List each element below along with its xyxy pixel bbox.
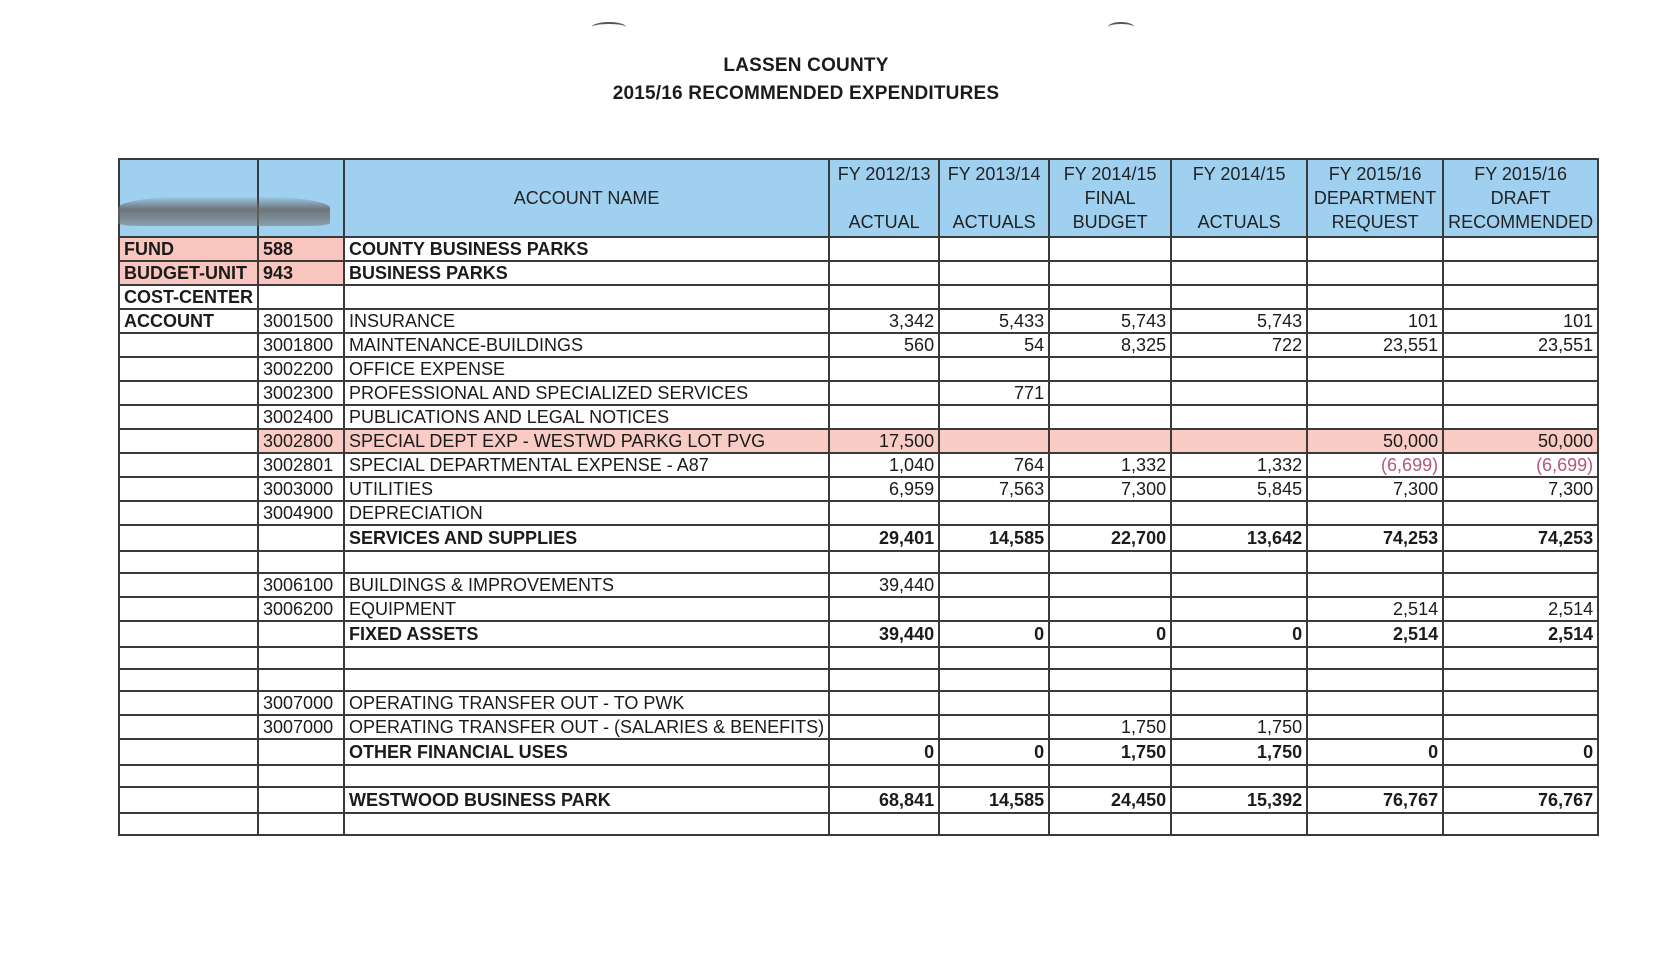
value-cell bbox=[1049, 429, 1171, 453]
total-label: OTHER FINANCIAL USES bbox=[344, 739, 829, 765]
empty-cell bbox=[829, 261, 939, 285]
empty-cell bbox=[258, 739, 344, 765]
empty-cell bbox=[829, 551, 939, 573]
value-cell: 0 bbox=[1443, 739, 1598, 765]
table-body bbox=[119, 237, 1598, 835]
empty-cell bbox=[1443, 285, 1598, 309]
account-row bbox=[119, 691, 1598, 715]
value-cell bbox=[829, 691, 939, 715]
account-row bbox=[119, 597, 1598, 621]
empty-cell bbox=[1171, 285, 1307, 309]
value-cell bbox=[939, 357, 1049, 381]
account-name: SPECIAL DEPARTMENTAL EXPENSE - A87 bbox=[344, 453, 829, 477]
info-row bbox=[119, 261, 1598, 285]
account-row bbox=[119, 453, 1598, 477]
value-cell: 13,642 bbox=[1171, 525, 1307, 551]
value-cell: 5,743 bbox=[1049, 309, 1171, 333]
value-cell: 1,750 bbox=[1171, 739, 1307, 765]
value-cell: 14,585 bbox=[939, 787, 1049, 813]
header-fy1314-year: FY 2013/14 bbox=[947, 164, 1041, 184]
header-fy1415b-line2: FINAL bbox=[1084, 188, 1136, 208]
account-name: OPERATING TRANSFER OUT - TO PWK bbox=[344, 691, 829, 715]
value-cell: 39,440 bbox=[829, 573, 939, 597]
value-cell bbox=[939, 573, 1049, 597]
empty-cell bbox=[258, 647, 344, 669]
value-cell bbox=[829, 405, 939, 429]
account-row bbox=[119, 381, 1598, 405]
empty-cell bbox=[1443, 237, 1598, 261]
value-cell bbox=[939, 597, 1049, 621]
empty-cell bbox=[1443, 261, 1598, 285]
value-cell bbox=[1171, 501, 1307, 525]
header-fy1516r-line2: DEPARTMENT bbox=[1313, 188, 1437, 208]
value-cell bbox=[1171, 691, 1307, 715]
value-cell bbox=[829, 381, 939, 405]
value-cell bbox=[1443, 381, 1598, 405]
empty-cell bbox=[1307, 237, 1443, 261]
value-cell: 0 bbox=[1307, 739, 1443, 765]
empty-cell bbox=[119, 669, 258, 691]
value-cell bbox=[1171, 381, 1307, 405]
empty-cell bbox=[258, 621, 344, 647]
empty-cell bbox=[119, 429, 258, 453]
account-code: 3002800 bbox=[258, 429, 344, 453]
total-label: SERVICES AND SUPPLIES bbox=[344, 525, 829, 551]
account-code: 3001800 bbox=[258, 333, 344, 357]
account-name: PROFESSIONAL AND SPECIALIZED SERVICES bbox=[344, 381, 829, 405]
value-cell: 76,767 bbox=[1443, 787, 1598, 813]
info-code bbox=[258, 285, 344, 309]
header-fy1415-actuals bbox=[1171, 159, 1307, 237]
empty-cell bbox=[258, 787, 344, 813]
account-name: PUBLICATIONS AND LEGAL NOTICES bbox=[344, 405, 829, 429]
empty-cell bbox=[1307, 261, 1443, 285]
spacer-row bbox=[119, 765, 1598, 787]
value-cell bbox=[829, 597, 939, 621]
value-cell: 24,450 bbox=[1049, 787, 1171, 813]
county-name: LASSEN COUNTY bbox=[723, 55, 889, 76]
account-row bbox=[119, 501, 1598, 525]
value-cell: 1,332 bbox=[1049, 453, 1171, 477]
value-cell: 6,959 bbox=[829, 477, 939, 501]
empty-cell bbox=[258, 813, 344, 835]
empty-cell bbox=[1171, 551, 1307, 573]
empty-cell bbox=[1307, 765, 1443, 787]
value-cell bbox=[1171, 357, 1307, 381]
account-code: 3004900 bbox=[258, 501, 344, 525]
subtotal-row bbox=[119, 621, 1598, 647]
account-code: 3002801 bbox=[258, 453, 344, 477]
empty-cell bbox=[258, 551, 344, 573]
empty-cell bbox=[939, 765, 1049, 787]
empty-cell bbox=[1307, 813, 1443, 835]
account-code: 3006200 bbox=[258, 597, 344, 621]
value-cell: 764 bbox=[939, 453, 1049, 477]
value-cell bbox=[1307, 573, 1443, 597]
header-fy1415-budget bbox=[1049, 159, 1171, 237]
value-cell: 1,750 bbox=[1049, 715, 1171, 739]
empty-cell bbox=[829, 285, 939, 309]
empty-cell bbox=[1049, 765, 1171, 787]
value-cell: 1,040 bbox=[829, 453, 939, 477]
empty-cell bbox=[119, 357, 258, 381]
value-cell bbox=[939, 501, 1049, 525]
header-fy1516d-year: FY 2015/16 bbox=[1474, 164, 1567, 184]
total-label: WESTWOOD BUSINESS PARK bbox=[344, 787, 829, 813]
info-code: 943 bbox=[258, 261, 344, 285]
document-title bbox=[0, 52, 1662, 108]
empty-cell bbox=[119, 647, 258, 669]
value-cell bbox=[1307, 501, 1443, 525]
value-cell: 15,392 bbox=[1171, 787, 1307, 813]
account-code: 3002200 bbox=[258, 357, 344, 381]
value-cell: 14,585 bbox=[939, 525, 1049, 551]
value-cell bbox=[1307, 691, 1443, 715]
empty-cell bbox=[258, 669, 344, 691]
header-fy1415b-year: FY 2014/15 bbox=[1063, 164, 1157, 184]
empty-cell bbox=[1443, 765, 1598, 787]
info-name: BUSINESS PARKS bbox=[344, 261, 829, 285]
value-cell bbox=[1443, 715, 1598, 739]
value-cell: (6,699) bbox=[1443, 453, 1598, 477]
header-fy1415b-line3: BUDGET bbox=[1072, 212, 1148, 232]
value-cell: 722 bbox=[1171, 333, 1307, 357]
value-cell: 23,551 bbox=[1307, 333, 1443, 357]
scan-mark bbox=[1108, 22, 1134, 32]
value-cell: 74,253 bbox=[1443, 525, 1598, 551]
value-cell bbox=[1049, 405, 1171, 429]
info-name bbox=[344, 285, 829, 309]
scan-mark bbox=[592, 22, 626, 32]
empty-cell bbox=[258, 765, 344, 787]
empty-cell bbox=[829, 765, 939, 787]
value-cell: 0 bbox=[1171, 621, 1307, 647]
value-cell: 2,514 bbox=[1443, 597, 1598, 621]
header-row bbox=[119, 159, 1598, 237]
spacer-row bbox=[119, 647, 1598, 669]
value-cell: 560 bbox=[829, 333, 939, 357]
account-code: 3007000 bbox=[258, 715, 344, 739]
info-code: 588 bbox=[258, 237, 344, 261]
header-fy1516-request bbox=[1307, 159, 1443, 237]
empty-cell bbox=[939, 285, 1049, 309]
value-cell bbox=[1307, 405, 1443, 429]
value-cell bbox=[1171, 573, 1307, 597]
empty-cell bbox=[1171, 647, 1307, 669]
account-row bbox=[119, 477, 1598, 501]
empty-cell bbox=[119, 501, 258, 525]
value-cell bbox=[1307, 715, 1443, 739]
value-cell: (6,699) bbox=[1307, 453, 1443, 477]
account-name: UTILITIES bbox=[344, 477, 829, 501]
value-cell: 7,300 bbox=[1049, 477, 1171, 501]
empty-cell bbox=[119, 765, 258, 787]
value-cell: 101 bbox=[1307, 309, 1443, 333]
value-cell: 0 bbox=[1049, 621, 1171, 647]
expenditure-table bbox=[118, 158, 1599, 836]
account-name: EQUIPMENT bbox=[344, 597, 829, 621]
account-row bbox=[119, 333, 1598, 357]
account-row bbox=[119, 429, 1598, 453]
empty-cell bbox=[1049, 261, 1171, 285]
value-cell: 771 bbox=[939, 381, 1049, 405]
header-fy1516r-year: FY 2015/16 bbox=[1328, 164, 1422, 184]
header-fy1213 bbox=[829, 159, 939, 237]
account-label: ACCOUNT bbox=[119, 309, 258, 333]
value-cell: 1,750 bbox=[1171, 715, 1307, 739]
value-cell bbox=[829, 357, 939, 381]
header-fy1516r-line3: REQUEST bbox=[1331, 212, 1419, 232]
empty-cell bbox=[829, 237, 939, 261]
value-cell: 74,253 bbox=[1307, 525, 1443, 551]
empty-cell bbox=[1171, 765, 1307, 787]
value-cell: 5,845 bbox=[1171, 477, 1307, 501]
header-blank-1 bbox=[119, 159, 258, 237]
value-cell bbox=[829, 501, 939, 525]
value-cell bbox=[1443, 691, 1598, 715]
empty-cell bbox=[1443, 647, 1598, 669]
empty-cell bbox=[1049, 285, 1171, 309]
value-cell: 7,563 bbox=[939, 477, 1049, 501]
info-label: COST-CENTER bbox=[119, 285, 258, 309]
value-cell: 2,514 bbox=[1307, 597, 1443, 621]
value-cell: 29,401 bbox=[829, 525, 939, 551]
empty-cell bbox=[119, 405, 258, 429]
value-cell bbox=[1171, 429, 1307, 453]
account-name: OPERATING TRANSFER OUT - (SALARIES & BENEFITS) bbox=[344, 715, 829, 739]
value-cell bbox=[1049, 381, 1171, 405]
value-cell: 54 bbox=[939, 333, 1049, 357]
empty-cell bbox=[829, 647, 939, 669]
value-cell: 39,440 bbox=[829, 621, 939, 647]
value-cell bbox=[1049, 357, 1171, 381]
value-cell: 17,500 bbox=[829, 429, 939, 453]
value-cell bbox=[1443, 405, 1598, 429]
empty-cell bbox=[1049, 669, 1171, 691]
account-name: INSURANCE bbox=[344, 309, 829, 333]
empty-cell bbox=[939, 647, 1049, 669]
empty-cell bbox=[939, 551, 1049, 573]
value-cell bbox=[1443, 357, 1598, 381]
grand-total-row bbox=[119, 787, 1598, 813]
account-code: 3001500 bbox=[258, 309, 344, 333]
empty-cell bbox=[1443, 669, 1598, 691]
account-name: SPECIAL DEPT EXP - WESTWD PARKG LOT PVG bbox=[344, 429, 829, 453]
value-cell: 5,743 bbox=[1171, 309, 1307, 333]
header-fy1314-type: ACTUALS bbox=[952, 212, 1036, 232]
spacer-row bbox=[119, 551, 1598, 573]
empty-cell bbox=[119, 477, 258, 501]
header-account-name: ACCOUNT NAME bbox=[344, 159, 829, 237]
account-code: 3007000 bbox=[258, 691, 344, 715]
account-name: MAINTENANCE-BUILDINGS bbox=[344, 333, 829, 357]
account-name: DEPRECIATION bbox=[344, 501, 829, 525]
value-cell: 1,332 bbox=[1171, 453, 1307, 477]
header-fy1213-year: FY 2012/13 bbox=[837, 164, 931, 184]
account-row bbox=[119, 405, 1598, 429]
value-cell bbox=[939, 405, 1049, 429]
empty-cell bbox=[1307, 647, 1443, 669]
empty-cell bbox=[1307, 551, 1443, 573]
empty-cell bbox=[119, 551, 258, 573]
empty-cell bbox=[1049, 551, 1171, 573]
account-name: BUILDINGS & IMPROVEMENTS bbox=[344, 573, 829, 597]
empty-cell bbox=[119, 715, 258, 739]
empty-cell bbox=[119, 787, 258, 813]
empty-cell bbox=[939, 813, 1049, 835]
value-cell: 2,514 bbox=[1307, 621, 1443, 647]
value-cell: 7,300 bbox=[1307, 477, 1443, 501]
header-fy1415a-type: ACTUALS bbox=[1197, 212, 1281, 232]
empty-cell bbox=[344, 813, 829, 835]
empty-cell bbox=[939, 669, 1049, 691]
empty-cell bbox=[344, 765, 829, 787]
value-cell: 7,300 bbox=[1443, 477, 1598, 501]
empty-cell bbox=[829, 669, 939, 691]
value-cell bbox=[1049, 691, 1171, 715]
header-fy1415a-year: FY 2014/15 bbox=[1192, 164, 1286, 184]
spacer-row bbox=[119, 669, 1598, 691]
empty-cell bbox=[119, 621, 258, 647]
empty-cell bbox=[119, 597, 258, 621]
header-fy1516d-line3: RECOMMENDED bbox=[1448, 212, 1594, 232]
header-fy1516d-line2: DRAFT bbox=[1490, 188, 1551, 208]
value-cell: 23,551 bbox=[1443, 333, 1598, 357]
account-code: 3006100 bbox=[258, 573, 344, 597]
value-cell bbox=[939, 715, 1049, 739]
empty-cell bbox=[119, 739, 258, 765]
info-name: COUNTY BUSINESS PARKS bbox=[344, 237, 829, 261]
info-row bbox=[119, 285, 1598, 309]
value-cell bbox=[1443, 501, 1598, 525]
value-cell: 5,433 bbox=[939, 309, 1049, 333]
empty-cell bbox=[939, 237, 1049, 261]
budget-table-wrapper bbox=[118, 158, 1599, 836]
value-cell bbox=[1171, 597, 1307, 621]
total-label: FIXED ASSETS bbox=[344, 621, 829, 647]
value-cell: 68,841 bbox=[829, 787, 939, 813]
value-cell: 8,325 bbox=[1049, 333, 1171, 357]
subtotal-row bbox=[119, 739, 1598, 765]
info-row bbox=[119, 237, 1598, 261]
account-code: 3002300 bbox=[258, 381, 344, 405]
empty-cell bbox=[829, 813, 939, 835]
report-title: 2015/16 RECOMMENDED EXPENDITURES bbox=[612, 83, 1000, 104]
empty-cell bbox=[119, 813, 258, 835]
header-fy1314 bbox=[939, 159, 1049, 237]
empty-cell bbox=[1171, 813, 1307, 835]
value-cell: 50,000 bbox=[1307, 429, 1443, 453]
info-label: FUND bbox=[119, 237, 258, 261]
empty-cell bbox=[119, 453, 258, 477]
header-blank-2 bbox=[258, 159, 344, 237]
value-cell bbox=[939, 691, 1049, 715]
empty-cell bbox=[258, 525, 344, 551]
account-code: 3003000 bbox=[258, 477, 344, 501]
empty-cell bbox=[119, 691, 258, 715]
empty-cell bbox=[1443, 813, 1598, 835]
value-cell bbox=[829, 715, 939, 739]
empty-cell bbox=[1171, 669, 1307, 691]
empty-cell bbox=[119, 573, 258, 597]
header-fy1516-draft bbox=[1443, 159, 1598, 237]
value-cell: 2,514 bbox=[1443, 621, 1598, 647]
account-row bbox=[119, 715, 1598, 739]
value-cell bbox=[1443, 573, 1598, 597]
account-name: OFFICE EXPENSE bbox=[344, 357, 829, 381]
value-cell bbox=[1307, 357, 1443, 381]
empty-cell bbox=[1049, 237, 1171, 261]
value-cell: 76,767 bbox=[1307, 787, 1443, 813]
empty-cell bbox=[119, 333, 258, 357]
value-cell: 0 bbox=[829, 739, 939, 765]
empty-cell bbox=[1049, 813, 1171, 835]
value-cell bbox=[1307, 381, 1443, 405]
value-cell: 1,750 bbox=[1049, 739, 1171, 765]
value-cell: 22,700 bbox=[1049, 525, 1171, 551]
value-cell: 101 bbox=[1443, 309, 1598, 333]
account-row bbox=[119, 309, 1598, 333]
value-cell bbox=[939, 429, 1049, 453]
empty-cell bbox=[1171, 261, 1307, 285]
empty-cell bbox=[344, 551, 829, 573]
value-cell bbox=[1049, 573, 1171, 597]
value-cell bbox=[1171, 405, 1307, 429]
account-row bbox=[119, 573, 1598, 597]
empty-cell bbox=[939, 261, 1049, 285]
value-cell: 50,000 bbox=[1443, 429, 1598, 453]
account-row bbox=[119, 357, 1598, 381]
value-cell bbox=[1049, 501, 1171, 525]
subtotal-row bbox=[119, 525, 1598, 551]
empty-cell bbox=[344, 669, 829, 691]
info-label: BUDGET-UNIT bbox=[119, 261, 258, 285]
value-cell bbox=[1049, 597, 1171, 621]
spacer-row bbox=[119, 813, 1598, 835]
empty-cell bbox=[1307, 285, 1443, 309]
empty-cell bbox=[1049, 647, 1171, 669]
empty-cell bbox=[1171, 237, 1307, 261]
empty-cell bbox=[344, 647, 829, 669]
empty-cell bbox=[119, 525, 258, 551]
account-code: 3002400 bbox=[258, 405, 344, 429]
empty-cell bbox=[1443, 551, 1598, 573]
value-cell: 0 bbox=[939, 621, 1049, 647]
empty-cell bbox=[1307, 669, 1443, 691]
value-cell: 0 bbox=[939, 739, 1049, 765]
value-cell: 3,342 bbox=[829, 309, 939, 333]
header-fy1213-type: ACTUAL bbox=[848, 212, 920, 232]
empty-cell bbox=[119, 381, 258, 405]
